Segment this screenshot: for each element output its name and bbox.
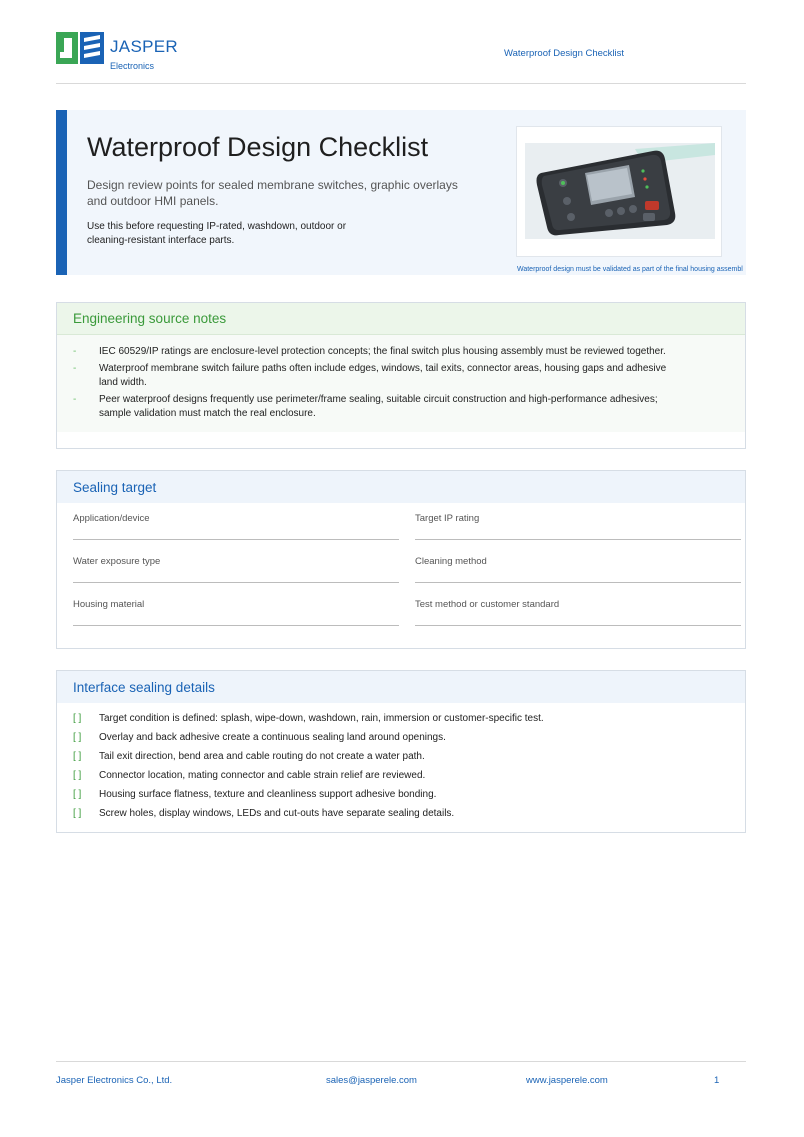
footer-divider <box>56 1061 746 1062</box>
header-divider <box>56 83 746 84</box>
brand-name: JASPER <box>110 37 178 56</box>
field-label: Water exposure type <box>73 556 161 567</box>
image-caption: Waterproof design must be validated as part of the final housing assembl <box>517 266 743 273</box>
header-doc-title: Waterproof Design Checklist <box>504 48 625 59</box>
target-ip-rating-field[interactable] <box>415 503 741 540</box>
test-method-field[interactable] <box>415 589 741 626</box>
interface-checklist <box>57 703 745 834</box>
checkbox[interactable]: [ ] <box>73 808 82 819</box>
interface-sealing-card <box>56 670 746 833</box>
product-image-frame <box>516 126 722 257</box>
checklist-item <box>57 807 745 820</box>
checklist-item <box>57 788 745 801</box>
footer-email-link[interactable]: sales@jasperele.com <box>326 1075 417 1086</box>
list-item <box>57 345 745 359</box>
sealing-target-card <box>56 470 746 649</box>
field-label: Target IP rating <box>415 513 480 524</box>
checklist-item <box>57 712 745 725</box>
list-item-text: IEC 60529/IP ratings are enclosure-level protection concepts; the final switch plus housing assembly must be reviewed together. <box>99 346 666 357</box>
hero-accent-bar <box>56 110 67 275</box>
housing-material-field[interactable] <box>73 589 399 626</box>
list-item <box>57 393 745 421</box>
sealing-target-heading: Sealing target <box>57 471 745 503</box>
source-notes-card <box>56 302 746 449</box>
bullet-dash: - <box>73 346 77 357</box>
field-label: Cleaning method <box>415 556 487 567</box>
checkbox[interactable]: [ ] <box>73 751 82 762</box>
water-exposure-type-field[interactable] <box>73 546 399 583</box>
checklist-item-text: Housing surface flatness, texture and cleanliness support adhesive bonding. <box>99 789 437 800</box>
usage-note: Use this before requesting IP-rated, washdown, outdoor or cleaning-resistant interface parts. <box>87 221 347 246</box>
checklist-item-text: Tail exit direction, bend area and cable routing do not create a water path. <box>99 751 425 762</box>
checklist-item-text: Target condition is defined: splash, wipe-down, washdown, rain, immersion or customer-specific test. <box>99 713 544 724</box>
footer-company: Jasper Electronics Co., Ltd. <box>56 1075 173 1086</box>
bullet-dash: - <box>73 394 77 405</box>
checklist-item-text: Screw holes, display windows, LEDs and cut-outs have separate sealing details. <box>99 808 455 819</box>
page-subtitle: Design review points for sealed membrane switches, graphic overlays and outdoor HMI panels. <box>87 178 458 208</box>
cleaning-method-field[interactable] <box>415 546 741 583</box>
source-notes-list <box>57 335 745 432</box>
page-title: Waterproof Design Checklist <box>87 132 429 162</box>
checkbox[interactable]: [ ] <box>73 789 82 800</box>
source-notes-heading: Engineering source notes <box>57 303 745 335</box>
checklist-item-text: Connector location, mating connector and cable strain relief are reviewed. <box>99 770 426 781</box>
hero-section <box>56 110 746 275</box>
list-item-text: Waterproof membrane switch failure paths often include edges, windows, tail exits, connector areas, housing gaps and adhesive land width. <box>99 363 667 388</box>
checklist-item <box>57 731 745 744</box>
list-item <box>57 362 745 390</box>
interface-sealing-heading: Interface sealing details <box>57 671 745 703</box>
checklist-item-text: Overlay and back adhesive create a continuous sealing land around openings. <box>99 732 446 743</box>
checkbox[interactable]: [ ] <box>73 713 82 724</box>
checkbox[interactable]: [ ] <box>73 732 82 743</box>
checkbox[interactable]: [ ] <box>73 770 82 781</box>
checklist-item <box>57 750 745 763</box>
sealing-target-fields <box>57 503 745 649</box>
field-label: Housing material <box>73 599 145 610</box>
checklist-item <box>57 769 745 782</box>
membrane-keypad-image <box>525 143 715 239</box>
jasper-logo-icon <box>56 32 104 64</box>
application-device-field[interactable] <box>73 503 399 540</box>
field-label: Application/device <box>73 513 150 524</box>
footer-website-link[interactable]: www.jasperele.com <box>526 1075 608 1086</box>
field-label: Test method or customer standard <box>415 599 560 610</box>
bullet-dash: - <box>73 363 77 374</box>
brand-subtitle: Electronics <box>110 61 155 71</box>
page-number: 1 <box>714 1075 720 1086</box>
list-item-text: Peer waterproof designs frequently use perimeter/frame sealing, suitable circuit construction and high-performance adhesives; sample validation must match the real enclosure. <box>99 394 658 419</box>
